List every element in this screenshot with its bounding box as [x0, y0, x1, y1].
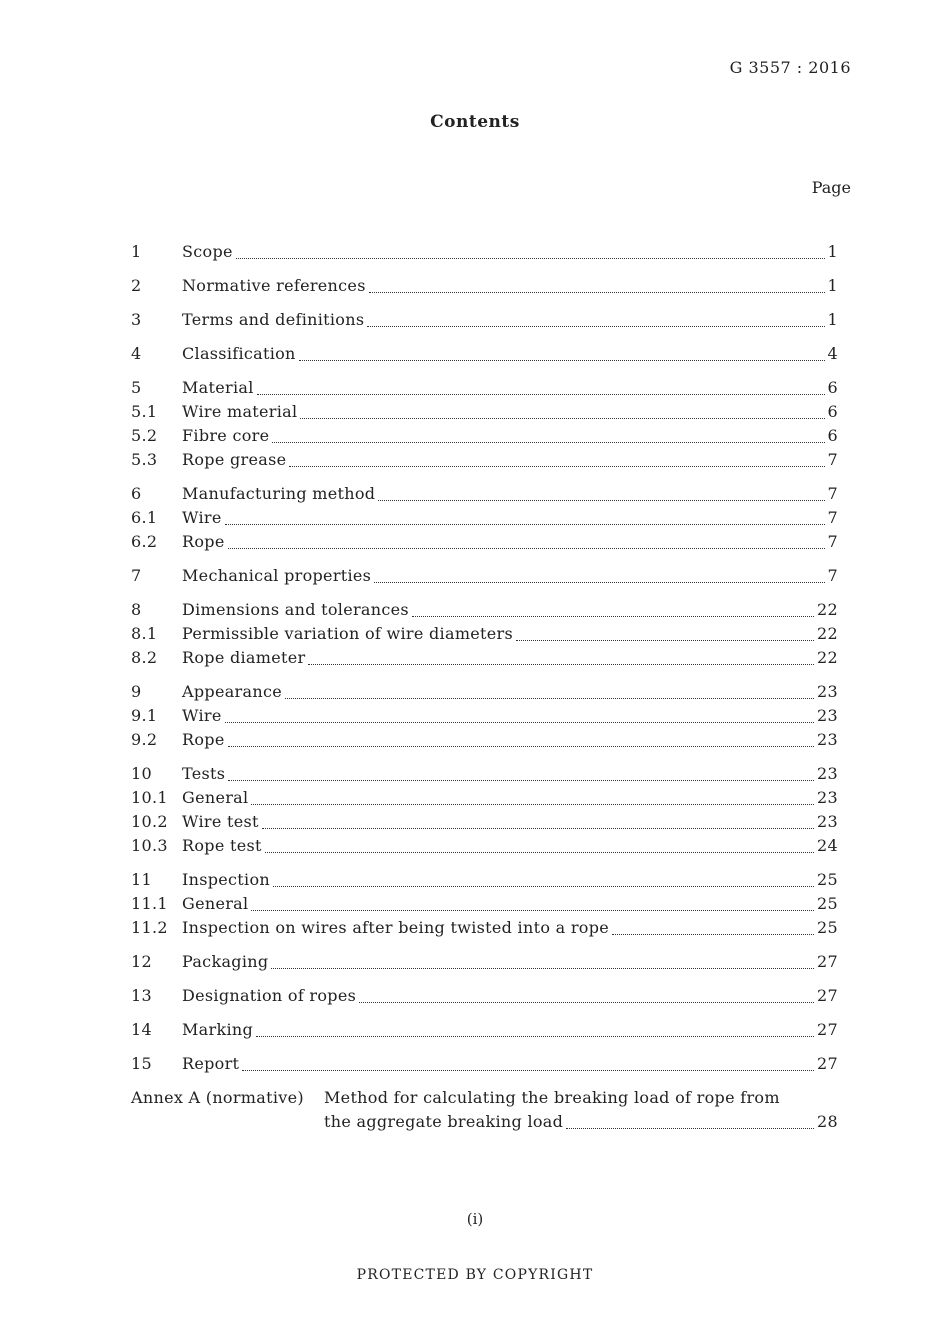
toc-entry-page-number: 23 [817, 812, 838, 831]
toc-section-group [131, 482, 838, 554]
toc-entry-number: 13 [131, 986, 152, 1005]
toc-entry-number: 9 [131, 682, 142, 701]
dot-leader [566, 1128, 814, 1129]
dot-leader [369, 292, 825, 293]
toc-entry-title: Packaging [182, 952, 269, 971]
toc-entry-page-number: 27 [817, 952, 838, 971]
toc-entry[interactable] [131, 916, 838, 940]
toc-entry-number: 6 [131, 484, 142, 503]
toc-section-group [131, 564, 838, 588]
dot-leader [225, 722, 814, 723]
toc-entry-page-number: 24 [817, 836, 838, 855]
table-of-contents [131, 240, 838, 1134]
toc-section-group [131, 868, 838, 940]
toc-annex-entry[interactable] [131, 1086, 838, 1134]
toc-entry-number: 1 [131, 242, 142, 261]
toc-section-group [131, 274, 838, 298]
footer-page-number: (i) [466, 1210, 484, 1228]
document-id: G 3557 : 2016 [729, 58, 851, 77]
toc-entry-page-number: 25 [817, 894, 838, 913]
toc-entry-number: 5 [131, 378, 142, 397]
dot-leader [285, 698, 814, 699]
toc-entry-title: Wire test [182, 812, 259, 831]
toc-section-group [131, 308, 838, 332]
toc-section-group [131, 376, 838, 472]
toc-entry-page-number: 27 [817, 1054, 838, 1073]
page-title: Contents [430, 112, 520, 132]
toc-entry-number: 5.1 [131, 402, 158, 421]
toc-entry[interactable] [131, 868, 838, 892]
toc-entry-number: 10.1 [131, 788, 168, 807]
dot-leader [262, 828, 814, 829]
toc-section-group [131, 950, 838, 974]
toc-entry-title: Appearance [182, 682, 282, 701]
dot-leader [225, 524, 825, 525]
toc-entry-title: Inspection [182, 870, 270, 889]
dot-leader [271, 968, 814, 969]
toc-entry-page-number: 4 [827, 344, 838, 363]
dot-leader [367, 326, 824, 327]
dot-leader [359, 1002, 814, 1003]
toc-entry-page-number: 6 [827, 378, 838, 397]
toc-entry[interactable] [131, 482, 838, 506]
dot-leader [265, 852, 814, 853]
toc-entry-number: 14 [131, 1020, 152, 1039]
toc-entry-number: 15 [131, 1054, 152, 1073]
toc-section-group [131, 342, 838, 366]
annex-page-number: 28 [817, 1112, 838, 1131]
toc-entry-title: Wire [182, 508, 222, 527]
toc-entry-page-number: 25 [817, 918, 838, 937]
toc-entry[interactable] [131, 834, 838, 858]
toc-entry-title: Classification [182, 344, 296, 363]
toc-entry[interactable] [131, 376, 838, 400]
toc-entry-page-number: 22 [817, 648, 838, 667]
toc-entry[interactable] [131, 1018, 838, 1042]
toc-entry[interactable] [131, 786, 838, 810]
toc-entry-title: Report [182, 1054, 240, 1073]
toc-entry[interactable] [131, 1052, 838, 1076]
toc-entry-number: 3 [131, 310, 142, 329]
toc-entry-number: 10.3 [131, 836, 168, 855]
dot-leader [228, 548, 825, 549]
toc-entry-title: Dimensions and tolerances [182, 600, 409, 619]
toc-entry-page-number: 1 [827, 242, 838, 261]
toc-entry-page-number: 23 [817, 788, 838, 807]
toc-entry-title: Inspection on wires after being twisted into a rope [182, 918, 610, 937]
toc-entry-title: Mechanical properties [182, 566, 372, 585]
toc-entry-number: 2 [131, 276, 142, 295]
toc-section-group [131, 1018, 838, 1042]
dot-leader [612, 934, 814, 935]
dot-leader [273, 886, 814, 887]
toc-entry-page-number: 1 [827, 276, 838, 295]
toc-entry-title: Rope diameter [182, 648, 306, 667]
toc-entry-number: 11.1 [131, 894, 168, 913]
toc-entry-title: Manufacturing method [182, 484, 376, 503]
annex-title-line-1: Method for calculating the breaking load of rope from [324, 1088, 780, 1107]
page-column-label: Page [811, 178, 851, 197]
toc-entry-page-number: 7 [827, 566, 838, 585]
dot-leader [299, 360, 825, 361]
toc-section-group [131, 240, 838, 264]
toc-entry[interactable] [131, 240, 838, 264]
toc-entry-title: Normative references [182, 276, 366, 295]
toc-entry-title: Marking [182, 1020, 254, 1039]
toc-section-group [131, 1052, 838, 1076]
toc-entry-number: 5.3 [131, 450, 158, 469]
toc-entry-page-number: 1 [827, 310, 838, 329]
toc-entry-number: 8.2 [131, 648, 158, 667]
toc-entry-page-number: 7 [827, 450, 838, 469]
dot-leader [228, 780, 814, 781]
toc-entry-title: Rope [182, 730, 225, 749]
toc-entry-title: Terms and definitions [182, 310, 365, 329]
toc-entry-title: Wire material [182, 402, 298, 421]
dot-leader [412, 616, 814, 617]
toc-entry[interactable] [131, 680, 838, 704]
dot-leader [516, 640, 814, 641]
toc-entry-number: 7 [131, 566, 142, 585]
toc-entry-page-number: 7 [827, 532, 838, 551]
dot-leader [251, 910, 814, 911]
toc-entry-number: 9.2 [131, 730, 158, 749]
toc-entry-number: 11 [131, 870, 152, 889]
toc-entry-page-number: 6 [827, 402, 838, 421]
toc-entry-page-number: 7 [827, 508, 838, 527]
toc-entry-title: General [182, 788, 249, 807]
toc-entry[interactable] [131, 622, 838, 646]
dot-leader [236, 258, 825, 259]
toc-entry-page-number: 23 [817, 764, 838, 783]
toc-entry[interactable] [131, 598, 838, 622]
toc-entry-number: 8 [131, 600, 142, 619]
dot-leader [257, 394, 825, 395]
toc-entry-number: 6.1 [131, 508, 158, 527]
dot-leader [289, 466, 824, 467]
toc-section-group [131, 680, 838, 752]
toc-section-group [131, 598, 838, 670]
toc-entry[interactable] [131, 984, 838, 1008]
toc-entry-title: Permissible variation of wire diameters [182, 624, 514, 643]
toc-entry-page-number: 7 [827, 484, 838, 503]
toc-entry-number: 6.2 [131, 532, 158, 551]
toc-entry-title: Wire [182, 706, 222, 725]
toc-entry-page-number: 6 [827, 426, 838, 445]
toc-entry-title: Fibre core [182, 426, 270, 445]
toc-entry-number: 5.2 [131, 426, 158, 445]
annex-label: Annex A (normative) [131, 1088, 304, 1107]
toc-entry[interactable] [131, 274, 838, 298]
toc-entry[interactable] [131, 728, 838, 752]
dot-leader [242, 1070, 814, 1071]
toc-entry-number: 10 [131, 764, 152, 783]
dot-leader [374, 582, 824, 583]
dot-leader [378, 500, 824, 501]
toc-entry[interactable] [131, 424, 838, 448]
toc-entry[interactable] [131, 564, 838, 588]
toc-entry-number: 10.2 [131, 812, 168, 831]
toc-entry-title: Rope test [182, 836, 262, 855]
toc-entry-title: Designation of ropes [182, 986, 357, 1005]
toc-entry[interactable] [131, 448, 838, 472]
dot-leader [256, 1036, 814, 1037]
copyright-notice: PROTECTED BY COPYRIGHT [356, 1267, 594, 1283]
toc-entry-page-number: 23 [817, 706, 838, 725]
toc-entry[interactable] [131, 646, 838, 670]
toc-entry-title: Rope [182, 532, 225, 551]
toc-entry[interactable] [131, 342, 838, 366]
toc-entry[interactable] [131, 704, 838, 728]
toc-entry-number: 12 [131, 952, 152, 971]
toc-entry-title: Material [182, 378, 254, 397]
toc-entry-title: Rope grease [182, 450, 287, 469]
toc-entry[interactable] [131, 810, 838, 834]
annex-title-line-2: the aggregate breaking load [324, 1112, 564, 1131]
dot-leader [300, 418, 824, 419]
toc-entry-page-number: 22 [817, 600, 838, 619]
toc-entry[interactable] [131, 400, 838, 424]
toc-entry[interactable] [131, 762, 838, 786]
toc-entry-title: Tests [182, 764, 226, 783]
toc-entry[interactable] [131, 892, 838, 916]
dot-leader [228, 746, 814, 747]
toc-entry[interactable] [131, 530, 838, 554]
toc-entry-number: 9.1 [131, 706, 158, 725]
toc-entry-title: General [182, 894, 249, 913]
toc-entry[interactable] [131, 308, 838, 332]
toc-entry[interactable] [131, 950, 838, 974]
toc-entry-page-number: 27 [817, 986, 838, 1005]
dot-leader [251, 804, 814, 805]
toc-entry[interactable] [131, 506, 838, 530]
toc-section-group [131, 984, 838, 1008]
toc-entry-page-number: 25 [817, 870, 838, 889]
toc-entry-number: 11.2 [131, 918, 168, 937]
toc-entry-page-number: 23 [817, 682, 838, 701]
toc-entry-page-number: 27 [817, 1020, 838, 1039]
dot-leader [308, 664, 814, 665]
toc-entry-title: Scope [182, 242, 233, 261]
toc-entry-page-number: 22 [817, 624, 838, 643]
toc-section-group [131, 762, 838, 858]
toc-entry-number: 8.1 [131, 624, 158, 643]
toc-entry-number: 4 [131, 344, 142, 363]
dot-leader [272, 442, 824, 443]
toc-entry-page-number: 23 [817, 730, 838, 749]
